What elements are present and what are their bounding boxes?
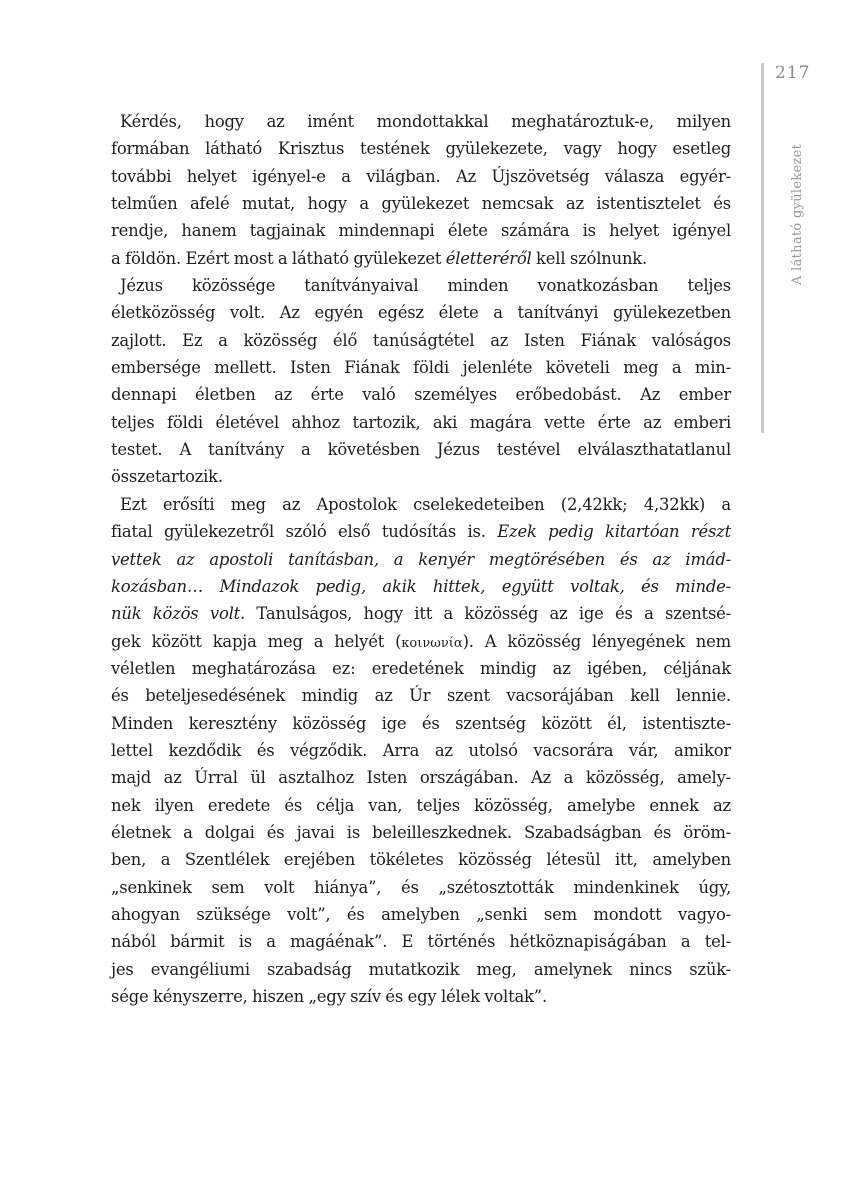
text-line: jes evangéliumi szabadság mutatkozik meg, amelynek nincs szük- [111,959,731,979]
text-line: sége kényszerre, hiszen „egy szív és egy lélek voltak”. [111,987,547,1006]
text-line: Jézus közössége tanítványaival minden vonatkozásban teljes [120,276,731,296]
text-line: további helyet igényel-e a világban. Az Újszövetség válasza egyér- [111,166,731,186]
body-text [111,108,731,1010]
text-line: „senkinek sem volt hiánya”, és „szétosztották mindenkinek úgy, [111,877,731,897]
paragraph [111,272,731,491]
text-line: fiatal gyülekezetről szóló első tudósítás is. Ezek pedig kitartóan részt [111,522,732,542]
italic-quote: életteréről [445,248,532,268]
text-line: dennapi életben az érte való személyes erőbedobást. Az ember [111,385,731,405]
italic-quote: vettek az apostoli tanításban, a kenyér megtörésében és az imád- [111,549,731,569]
text-line: lettel kezdődik és végződik. Arra az utolsó vacsorára vár, amikor [111,740,731,760]
running-head: A látható gyülekezet [790,143,805,285]
margin-rule [761,63,764,433]
text-line: telműen afelé mutat, hogy a gyülekezet nemcsak az istentisztelet és [111,194,731,214]
text-line: testet. A tanítvány a követésben Jézus testével elválaszthatatlanul [111,440,731,460]
page-number: 217 [775,63,811,83]
italic-quote: Ezek pedig kitartóan részt [497,522,732,542]
text-line: Minden keresztény közösség ige és szentség között él, istentiszte- [111,713,731,733]
text-line: és beteljesedésének mindig az Úr szent vacsorájában kell lennie. [111,686,731,706]
text-line: rendje, hanem tagjainak mindennapi élete számára is helyet igényel [111,221,731,241]
paragraph [111,108,731,272]
text-line: ahogyan szüksége volt”, és amelyben „senki sem mondott vagyo- [111,904,731,924]
text-line: embersége mellett. Isten Fiának földi jelenléte követeli meg a min- [111,358,731,378]
text-line: Kérdés, hogy az imént mondottakkal meghatároztuk-e, milyen [120,112,731,131]
text-line: nek ilyen eredete és célja van, teljes közösség, amelybe ennek az [111,795,731,815]
text-line [111,546,731,573]
text-line: összetartozik. [111,467,223,487]
text-line: zajlott. Ez a közösség élő tanúságtétel az Isten Fiának valóságos [111,330,731,350]
text-line: Ezt erősíti meg az Apostolok cselekedeteiben (2,42kk; 4,32kk) a [120,494,731,514]
italic-quote: nük közös volt. [111,604,246,624]
text-line: nük közös volt. Tanulságos, hogy itt a közösség az ige és a szentsé- [111,604,731,624]
text-line: nából bármit is a magáénak”. E történés hétköznapiságában a tel- [111,932,731,952]
text-line: életközösség volt. Az egyén egész élete a tanítványi gyülekezetben [111,303,731,323]
text-line: életnek a dolgai és javai is beleilleszkednek. Szabadságban és öröm- [111,822,731,842]
text-line: ben, a Szentlélek erejében tökéletes közösség létesül itt, amelyben [111,850,731,870]
italic-quote: kozásban… Mindazok pedig, akik hittek, együtt voltak, és minde- [111,576,731,596]
text-line: véletlen meghatározása ez: eredetének mindig az igében, céljának [111,658,731,678]
text-line: teljes földi életével ahhoz tartozik, aki magára vette érte az emberi [111,412,731,432]
text-line: majd az Úrral ül asztalhoz Isten országában. Az a közösség, amely- [111,768,731,788]
text-line: formában látható Krisztus testének gyülekezete, vagy hogy esetleg [111,139,731,159]
text-line [111,573,731,600]
greek-term: κοινωνία [401,635,463,651]
text-line: gek között kapja meg a helyét (κοινωνία). A közösség lényegének nem [111,631,731,651]
paragraph [111,491,731,1011]
text-line: a földön. Ezért most a látható gyülekezet életteréről kell szólnunk. [111,248,648,268]
